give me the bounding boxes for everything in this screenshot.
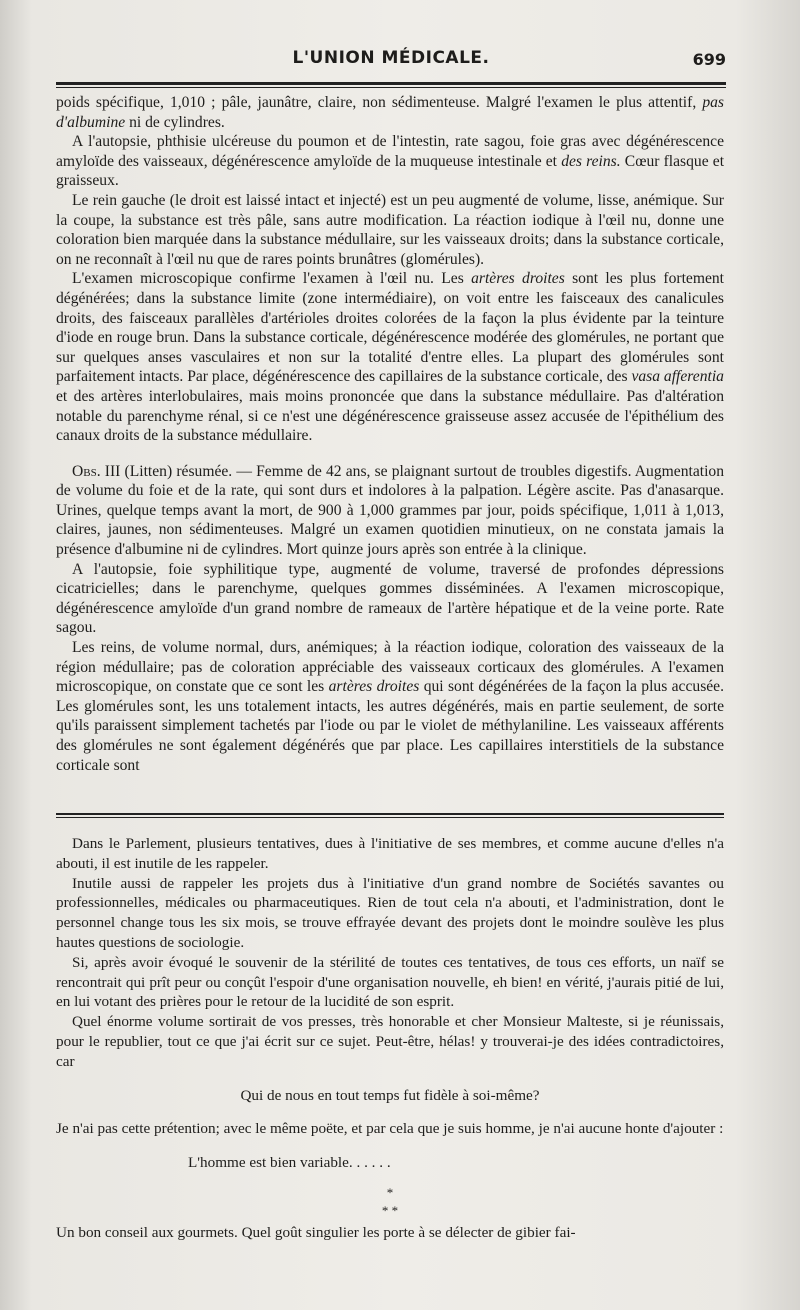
page-header	[56, 48, 726, 76]
header-rule	[56, 82, 726, 88]
paragraph: Je n'ai pas cette prétention; avec le même poëte, et par cela que je suis homme, je n'ai aucune honte d'ajouter :	[56, 1120, 724, 1138]
paragraph: L'examen microscopique confirme l'examen à l'œil nu. Les artères droites sont les plus fortement dégénérées; dans la substance limite (zone intermédiaire), on voit entre les faisceaux des canalicules droits, des faisceaux parallèles d'artérioles droites colorées de la façon la plus évidente par la teinture d'iode en rouge brun. Dans la substance corticale, dégénérescence modérée des glomérules, ne portant que sur quelques anses vasculaires et non sur la totalité d'entre elles. La plupart des glomérules sont parfaitement intacts. Par place, dégénérescence des capillaires de la substance corticale, des vasa afferentia et des artères interlobulaires, mais moins prononcée que dans la substance médullaire. Pas d'altération notable du parenchyme rénal, si ce n'est une dégénérescence graisseuse assez accusée de l'épithélium des canaux droits de la substance médullaire.	[56, 270, 724, 445]
verse-quote: L'homme est bien variable. . . . . .	[188, 1154, 391, 1172]
paragraph: Un bon conseil aux gourmets. Quel goût singulier les porte à se délecter de gibier fai-	[56, 1223, 576, 1241]
paragraph: Les reins, de volume normal, durs, anémiques; à la réaction iodique, coloration des vaisseaux de la région médullaire; pas de coloration appréciable des vaisseaux corticaux des glomérules. A l'examen microscopique, on constate que ce sont les artères droites qui sont dégénérées de la façon la plus accusée. Les glomérules sont, les uns totalement intacts, les autres dégénérés, mais en partie seulement, de sorte qu'ils paraissent simplement tachetés par l'iode ou par le violet de méthylaniline. Les vaisseaux afférents des glomérules ne sont également dégénérés que par place. Les capillaires interstitiels de la substance corticale sont	[56, 639, 725, 774]
section-separator-top: *	[386, 1184, 394, 1200]
paragraph: Le rein gauche (le droit est laissé intact et injecté) est un peu augmenté de volume, lisse, anémique. Sur la coupe, la substance est très pâle, sans autre modification. La réaction iodique à l'œil nu, donne une coloration bien marquée dans la substance médullaire, sur les vaisseaux droits; dans la substance corticale, on ne reconnaît à l'œil nu que de rares points brunâtres (glomérules).	[56, 191, 724, 268]
running-title: L'UNION MÉDICALE.	[292, 48, 490, 68]
observation-paragraph: Obs. III (Litten) résumée. — Femme de 42 ans, se plaignant surtout de troubles digestifs. Augmentation de volume du foie et de la rate, qui sont durs et indolores à la palpation. Légère ascite. Pas d'anasarque. Urines, quelque temps avant la mort, de 900 à 1,000 grammes par jour, poids spécifique, 1,011 à 1,013, claires, jaunes, non sédimenteuses. Malgré un examen quotidien minutieux, on ne constata jamais la présence d'albumine ni de cylindres. Mort quinze jours après son entrée à la clinique.	[56, 462, 724, 559]
feuilleton-rule	[56, 813, 724, 818]
observation-label: Obs. III	[72, 462, 121, 480]
paragraph: Inutile aussi de rappeler les projets dus à l'initiative d'un grand nombre de Sociétés savantes ou professionnelles, médicales ou pharmaceutiques. Rien de tout cela n'a abouti, et l'administration, dont le personnel change tous les six mois, se trouve effrayée devant des projets dont le moindre soulève les plus hautes questions de sociologie.	[56, 874, 724, 951]
paragraph: Si, après avoir évoqué le souvenir de la stérilité de toutes ces tentatives, de tous ces efforts, un naïf se rencontrait qui prît peur ou conçût l'espoir d'une organisation nouvelle, eh bien! en vérité, j'aurais pitié de lui, en lui votant des prières pour le retour de la lucidité de son esprit.	[56, 953, 724, 1011]
feuilleton-column	[56, 834, 724, 1243]
paragraph: A l'autopsie, foie syphilitique type, augmenté de volume, traversé de profondes dépressions cicatricielles; dans le parenchyme, quelques gommes disséminées. A l'examen microscopique, dégénérescence amyloïde d'un grand nombre de rameaux de l'artère hépatique et de la veine porte. Rate sagou.	[56, 560, 724, 637]
paragraph: A l'autopsie, phthisie ulcéreuse du poumon et de l'intestin, rate sagou, foie gras avec dégénérescence amyloïde des vaisseaux, dégénérescence amyloïde de la muqueuse intestinale et des reins. Cœur flasque et graisseux.	[56, 133, 725, 190]
article-column	[56, 93, 724, 775]
section-separator-bottom: * *	[381, 1202, 399, 1218]
paragraph: Dans le Parlement, plusieurs tentatives, dues à l'initiative de ses membres, et comme aucune d'elles n'a abouti, il est inutile de les rappeler.	[56, 835, 724, 872]
paragraph: poids spécifique, 1,010 ; pâle, jaunâtre, claire, non sédimenteuse. Malgré l'examen le plus attentif, pas d'albumine ni de cylindres.	[56, 94, 724, 131]
verse-quote: Qui de nous en tout temps fut fidèle à soi-même?	[240, 1086, 540, 1104]
paragraph: Quel énorme volume sortirait de vos presses, très honorable et cher Monsieur Malteste, si je réunissais, pour le republier, tout ce que j'ai écrit sur ce sujet. Peut-être, hélas! y trouverai-je des idées contradictoires, car	[56, 1013, 724, 1070]
page-number: 699	[692, 50, 726, 69]
